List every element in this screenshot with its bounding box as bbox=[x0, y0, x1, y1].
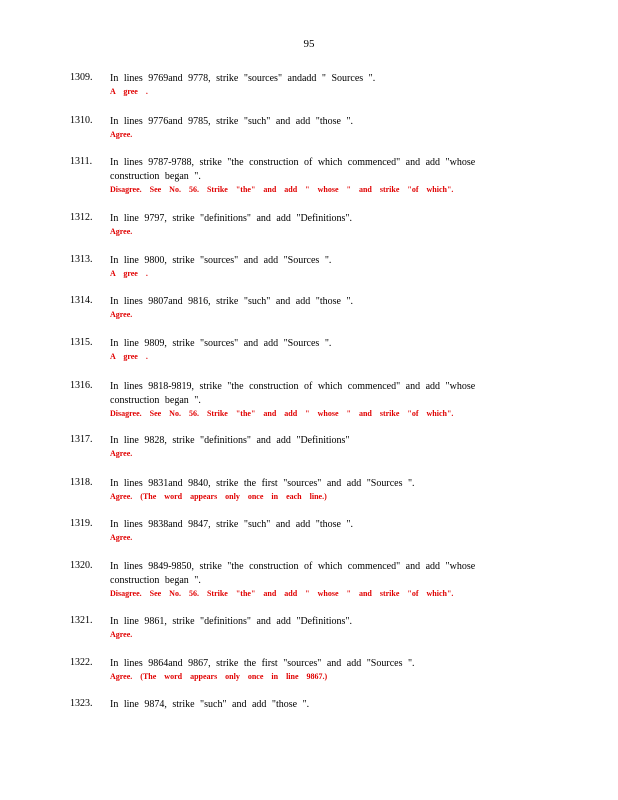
item-number: 1319. bbox=[70, 518, 93, 529]
item-text: In line 9874, strike "such" and add "those ". bbox=[110, 699, 310, 710]
item-number: 1316. bbox=[70, 380, 93, 391]
item-text: In line 9861, strike "definitions" and add "Definitions". bbox=[110, 616, 353, 627]
item-response: Agree. (The word appears only once in each line.) bbox=[110, 492, 327, 501]
item-text: In lines 9831and 9840, strike the first "sources" and add "Sources ". bbox=[110, 478, 415, 489]
item-text: In line 9797, strike "definitions" and add "Definitions". bbox=[110, 213, 353, 224]
item-text-continued: construction began ". bbox=[110, 171, 201, 182]
item-text: In lines 9838and 9847, strike "such" and add "those ". bbox=[110, 519, 354, 530]
item-text-continued: construction began ". bbox=[110, 395, 201, 406]
item-text: In lines 9864and 9867, strike the first "sources" and add "Sources ". bbox=[110, 658, 415, 669]
item-text: In line 9800, strike "sources" and add "Sources ". bbox=[110, 255, 332, 266]
page-number: 95 bbox=[303, 38, 315, 50]
item-number: 1320. bbox=[70, 560, 93, 571]
item-response: Disagree. See No. 56. Strike "the" and add " whose " and strike "of which". bbox=[110, 185, 454, 194]
item-text: In line 9828, strike "definitions" and add "Definitions" bbox=[110, 435, 350, 446]
item-response: Agree. bbox=[110, 630, 133, 639]
item-text: In line 9809, strike "sources" and add "Sources ". bbox=[110, 338, 332, 349]
item-text: In lines 9769and 9778, strike "sources" andadd " Sources ". bbox=[110, 73, 376, 84]
item-number: 1311. bbox=[70, 156, 93, 167]
item-number: 1312. bbox=[70, 212, 93, 223]
item-response: Agree. bbox=[110, 130, 133, 139]
item-text: In lines 9776and 9785, strike "such" and add "those ". bbox=[110, 116, 354, 127]
item-response: Disagree. See No. 56. Strike "the" and add " whose " and strike "of which". bbox=[110, 409, 454, 418]
item-number: 1310. bbox=[70, 115, 93, 126]
item-response: Agree. bbox=[110, 310, 133, 319]
item-number: 1322. bbox=[70, 657, 93, 668]
item-response: A gree . bbox=[110, 352, 148, 361]
item-text: In lines 9849-9850, strike "the construction of which commenced" and add "whose bbox=[110, 561, 476, 572]
item-text: In lines 9787-9788, strike "the construction of which commenced" and add "whose bbox=[110, 157, 476, 168]
item-text: In lines 9807and 9816, strike "such" and add "those ". bbox=[110, 296, 354, 307]
item-response: Agree. bbox=[110, 533, 133, 542]
item-number: 1315. bbox=[70, 337, 93, 348]
item-response: Disagree. See No. 56. Strike "the" and add " whose " and strike "of which". bbox=[110, 589, 454, 598]
item-response: A gree . bbox=[110, 269, 148, 278]
item-number: 1317. bbox=[70, 434, 93, 445]
item-number: 1318. bbox=[70, 477, 93, 488]
item-text: In lines 9818-9819, strike "the construction of which commenced" and add "whose bbox=[110, 381, 476, 392]
item-number: 1313. bbox=[70, 254, 93, 265]
item-response: Agree. bbox=[110, 227, 133, 236]
item-number: 1323. bbox=[70, 698, 93, 709]
item-response: A gree . bbox=[110, 87, 148, 96]
item-response: Agree. (The word appears only once in line 9867.) bbox=[110, 672, 328, 681]
item-number: 1314. bbox=[70, 295, 93, 306]
item-response: Agree. bbox=[110, 449, 133, 458]
item-number: 1321. bbox=[70, 615, 93, 626]
item-number: 1309. bbox=[70, 72, 93, 83]
item-text-continued: construction began ". bbox=[110, 575, 201, 586]
